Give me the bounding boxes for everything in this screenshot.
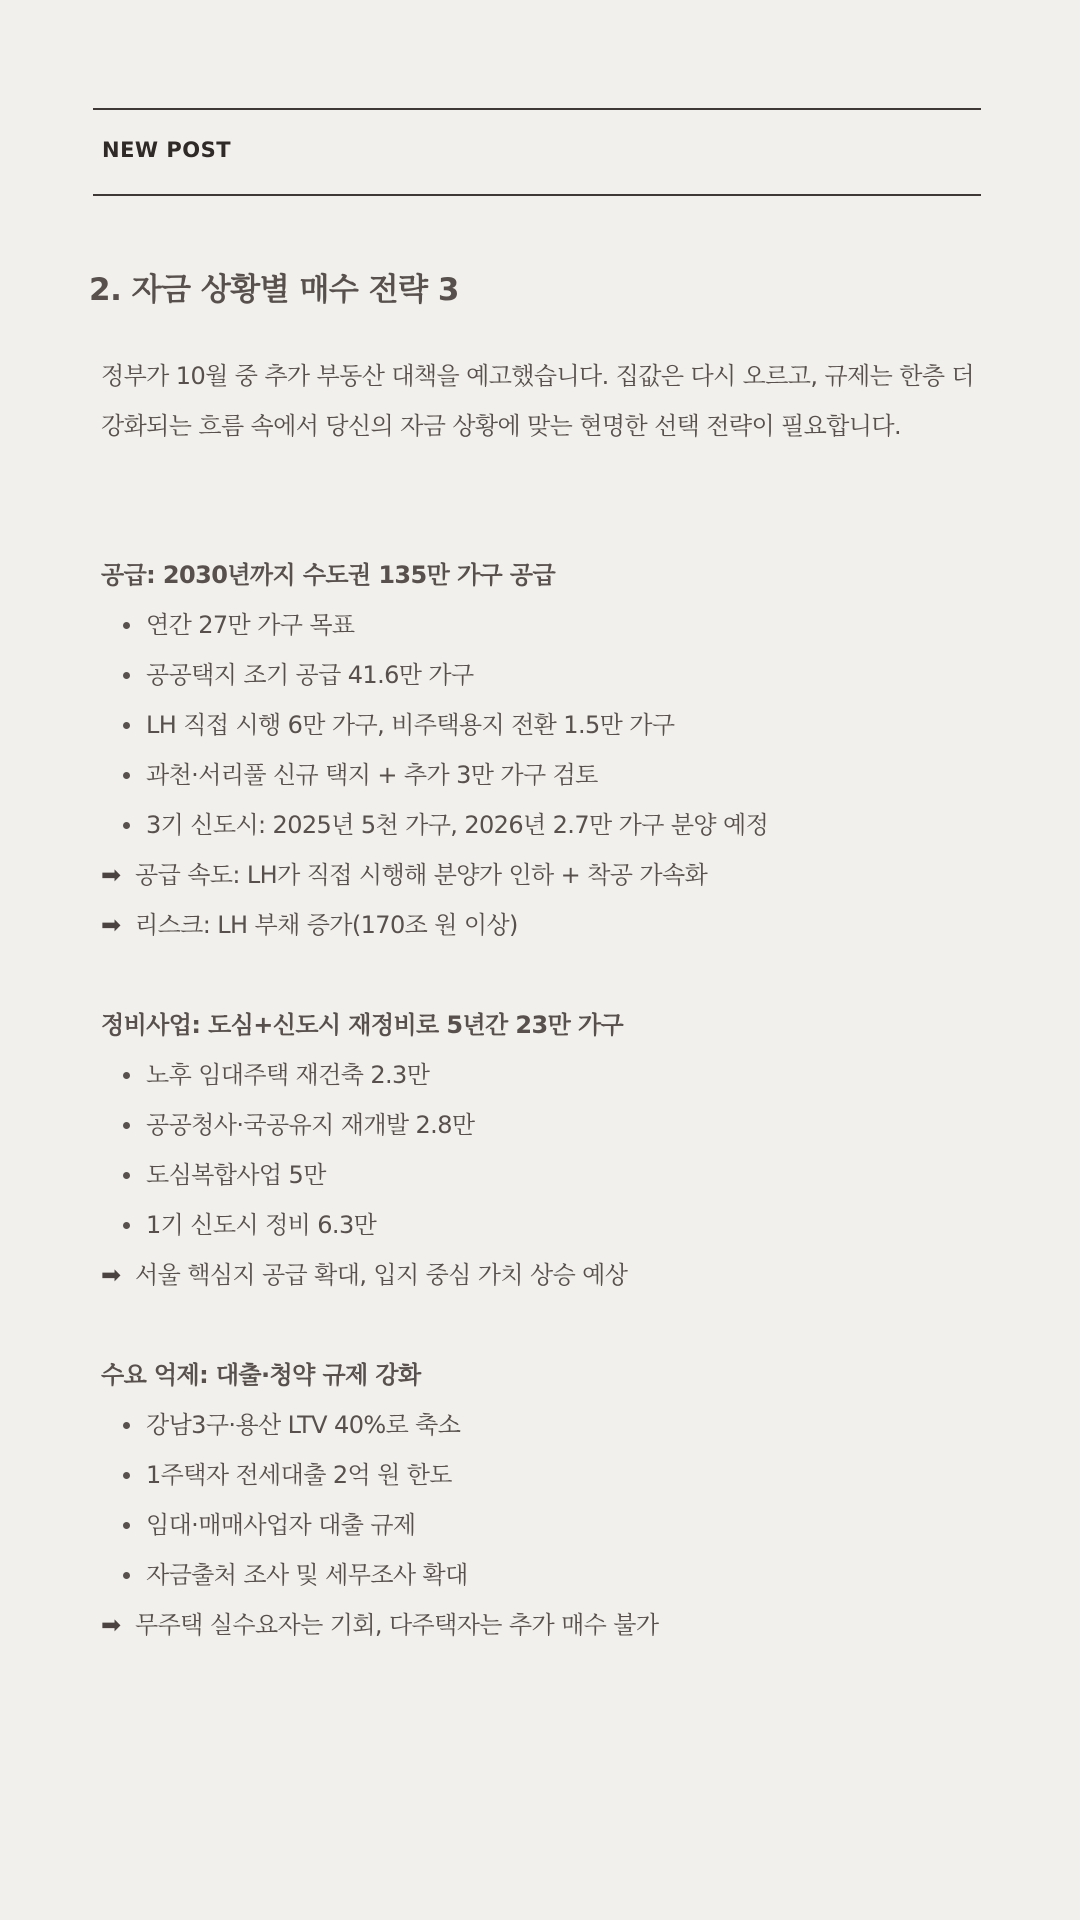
arrow-right-icon: ➡ [101,1261,121,1289]
header-top-divider [93,108,981,110]
list-item-text: 3기 신도시: 2025년 5천 가구, 2026년 2.7만 가구 분양 예정 [146,811,769,839]
new-post-badge: NEW POST [102,138,232,162]
bullet-icon [123,672,130,679]
bullet-icon [123,622,130,629]
list-item [101,750,981,800]
list-item [101,1500,981,1550]
note-line [101,1600,981,1650]
post-title: 2. 자금 상황별 매수 전략 3 [89,272,459,308]
list-item [101,800,981,850]
section-demand-control [101,1350,981,1650]
bullet-list [101,1400,981,1600]
list-item-text: 도심복합사업 5만 [146,1161,326,1189]
section-heading: 공급: 2030년까지 수도권 135만 가구 공급 [101,561,556,589]
list-item [101,1450,981,1500]
list-item [101,1150,981,1200]
section-supply [101,550,981,950]
note-text: 무주택 실수요자는 기회, 다주택자는 추가 매수 불가 [135,1611,659,1639]
header-bottom-divider [93,194,981,196]
list-item [101,1200,981,1250]
bullet-icon [123,1422,130,1429]
bullet-icon [123,1522,130,1529]
bullet-icon [123,1172,130,1179]
list-item [101,700,981,750]
list-item [101,600,981,650]
note-line [101,1250,981,1300]
section-heading: 수요 억제: 대출·청약 규제 강화 [101,1361,421,1389]
list-item-text: 과천·서리풀 신규 택지 + 추가 3만 가구 검토 [146,761,598,789]
list-item [101,1550,981,1600]
list-item [101,1400,981,1450]
bullet-icon [123,1072,130,1079]
arrow-right-icon: ➡ [101,861,121,889]
arrow-right-icon: ➡ [101,911,121,939]
list-item-text: 연간 27만 가구 목표 [146,611,355,639]
note-text: 공급 속도: LH가 직접 시행해 분양가 인하 + 착공 가속화 [135,861,708,889]
bullet-icon [123,1122,130,1129]
bullet-list [101,1050,981,1250]
list-item [101,1050,981,1100]
bullet-icon [123,822,130,829]
list-item-text: LH 직접 시행 6만 가구, 비주택용지 전환 1.5만 가구 [146,711,675,739]
list-item-text: 공공청사·국공유지 재개발 2.8만 [146,1111,475,1139]
list-item [101,650,981,700]
section-redevelopment [101,1000,981,1300]
arrow-right-icon: ➡ [101,1611,121,1639]
list-item-text: 자금출처 조사 및 세무조사 확대 [146,1561,468,1589]
bullet-icon [123,1572,130,1579]
bullet-icon [123,1222,130,1229]
bullet-list [101,600,981,850]
list-item-text: 공공택지 조기 공급 41.6만 가구 [146,661,474,689]
bullet-icon [123,722,130,729]
note-line [101,900,981,950]
list-item-text: 1주택자 전세대출 2억 원 한도 [146,1461,452,1489]
note-text: 서울 핵심지 공급 확대, 입지 중심 가치 상승 예상 [135,1261,628,1289]
note-line [101,850,981,900]
post-intro: 정부가 10월 중 추가 부동산 대책을 예고했습니다. 집값은 다시 오르고, 규제는 한층 더 강화되는 흐름 속에서 당신의 자금 상황에 맞는 현명한 선택 전략이 필요합니다. [101,362,975,440]
list-item-text: 1기 신도시 정비 6.3만 [146,1211,377,1239]
note-text: 리스크: LH 부채 증가(170조 원 이상) [135,911,518,939]
bullet-icon [123,772,130,779]
list-item [101,1100,981,1150]
bullet-icon [123,1472,130,1479]
list-item-text: 임대·매매사업자 대출 규제 [146,1511,416,1539]
section-heading: 정비사업: 도심+신도시 재정비로 5년간 23만 가구 [101,1011,624,1039]
list-item-text: 강남3구·용산 LTV 40%로 축소 [146,1411,461,1439]
list-item-text: 노후 임대주택 재건축 2.3만 [146,1061,430,1089]
